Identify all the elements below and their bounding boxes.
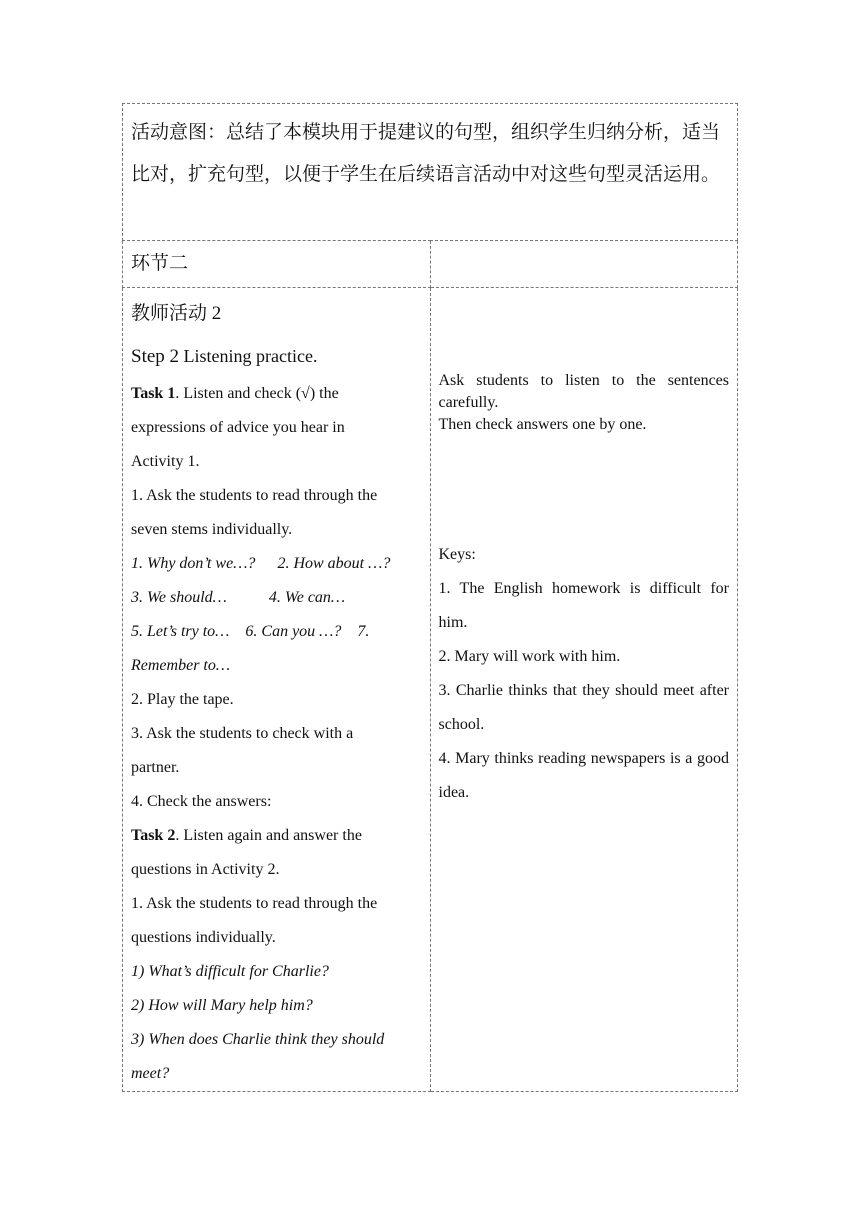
stem-6: 6. Can you …? — [245, 623, 342, 640]
intro-line-b: Then check answers one by one. — [438, 416, 647, 433]
stems-line-3 — [131, 615, 422, 649]
table — [122, 103, 738, 1092]
task2-text-a: . Listen again and answer the — [175, 827, 362, 844]
task1-step-line: 3. Ask the students to check with a — [131, 725, 354, 742]
teacher-activity-title: 教师活动 2 — [131, 303, 222, 324]
key-item: 2. Mary will work with him. — [438, 648, 621, 665]
stem-7-text: Remember to… — [131, 657, 231, 674]
task2-label: Task 2 — [131, 827, 176, 844]
section-row — [123, 241, 738, 288]
question-line: 2) How will Mary help him? — [131, 997, 313, 1014]
section-empty-cell — [430, 241, 738, 288]
task1-item-line: seven stems individually. — [131, 521, 293, 538]
step-number: Step 2 — [131, 346, 180, 367]
task1-step-line: 2. Play the tape. — [131, 691, 234, 708]
section-label: 环节二 — [131, 253, 189, 274]
stem-1: 1. Why don’t we…? — [131, 555, 256, 572]
stem-4: 4. We can… — [268, 589, 346, 606]
task2-line-a — [131, 819, 422, 853]
step-title: Listening practice. — [179, 346, 318, 366]
task2-line-b: questions in Activity 2. — [131, 861, 280, 878]
task1-line-b: expressions of advice you hear in — [131, 419, 345, 436]
section-label-cell — [123, 241, 431, 288]
activity-intent-text: 活动意图：总结了本模块用于提建议的句型，组织学生归纳分析，适当比对，扩充句型，以便于学生在后续语言活动中对这些句型灵活运用。 — [131, 122, 721, 185]
stems-line-2 — [131, 581, 422, 615]
teacher-activity-cell — [123, 288, 431, 1092]
task1-step-line: 4. Check the answers: — [131, 793, 272, 810]
question-line: 3) When does Charlie think they should — [131, 1031, 385, 1048]
content-row — [123, 288, 738, 1092]
student-activity-text — [439, 370, 730, 810]
task2-item-line: questions individually. — [131, 929, 276, 946]
stem-5: 5. Let’s try to… — [131, 623, 230, 640]
key-item: 3. Charlie thinks that they should meet after school. — [438, 682, 729, 733]
question-line: 1) What’s difficult for Charlie? — [131, 963, 329, 980]
intent-row — [123, 104, 738, 241]
student-activity-cell — [430, 288, 738, 1092]
step-heading — [131, 336, 422, 377]
task1-text-a: . Listen and check (√) the — [175, 385, 339, 402]
key-item: 4. Mary thinks reading newspapers is a good idea. — [438, 750, 729, 801]
activity-intent-cell — [123, 104, 738, 241]
task1-line-c: Activity 1. — [131, 453, 200, 470]
task1-item-line: 1. Ask the students to read through the — [131, 487, 378, 504]
stem-3: 3. We should… — [131, 589, 227, 606]
lesson-plan-table — [122, 103, 738, 1092]
intro-line-a: Ask students to listen to the sentences carefully. — [438, 372, 729, 411]
task1-step-line: partner. — [131, 759, 180, 776]
task1-line-a — [131, 377, 422, 411]
key-item: 1. The English homework is difficult for him. — [438, 580, 729, 631]
task1-label: Task 1 — [131, 385, 176, 402]
stem-2: 2. How about …? — [277, 555, 391, 572]
stems-line-1 — [131, 547, 422, 581]
task2-item-line: 1. Ask the students to read through the — [131, 895, 378, 912]
stem-7-number: 7. — [357, 623, 370, 640]
question-line: meet? — [131, 1065, 170, 1082]
keys-label: Keys: — [438, 546, 476, 563]
